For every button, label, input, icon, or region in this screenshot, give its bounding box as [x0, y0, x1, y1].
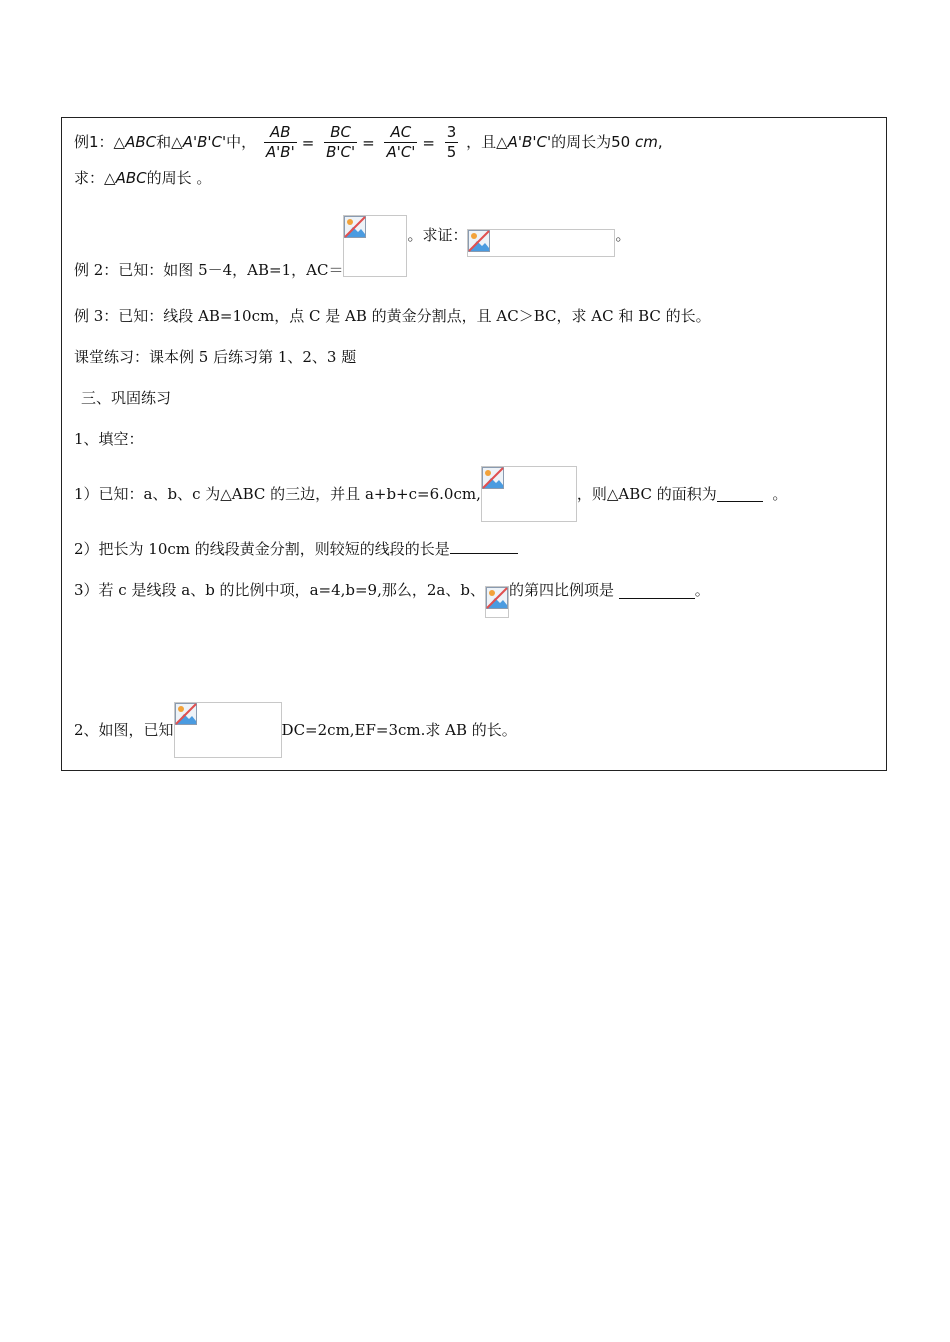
and-text: 和 — [156, 133, 172, 151]
fill-question-1 — [74, 465, 787, 522]
classwork-text: 课堂练习：课本例 5 后练习第 1、2、3 题 — [74, 348, 357, 366]
classwork — [74, 347, 356, 367]
section-3-heading — [81, 388, 171, 408]
q3-answer-blank — [619, 584, 695, 599]
example-2 — [74, 215, 630, 301]
broken-image-icon — [467, 229, 615, 257]
section-3-text: 三、巩固练习 — [81, 389, 172, 407]
q2-answer-blank — [450, 539, 518, 554]
example-1-label: 例1： — [74, 133, 114, 151]
perimeter-value: 50 — [611, 133, 631, 151]
q1-text-a: 1）已知：a、b、c 为△ABC 的三边，并且 a+b+c=6.0cm, — [74, 485, 481, 503]
fill-question-3 — [74, 580, 710, 618]
equals-sign: = — [422, 133, 435, 152]
equals-sign: = — [301, 133, 315, 152]
triangle-symbol: △ — [104, 169, 116, 187]
perimeter-text: 的周长为 — [551, 133, 612, 151]
triangle-symbol: △ — [113, 133, 126, 151]
q1-answer-blank — [717, 487, 763, 502]
example-2-end: 。 — [615, 226, 631, 244]
ask-text: 的周长 — [146, 169, 192, 187]
triangle-abc: ABC — [125, 133, 157, 151]
q3-text-b: 的第四比例项是 — [508, 581, 614, 599]
question-2 — [74, 701, 517, 758]
example-2-mid: 。求证： — [407, 226, 468, 244]
broken-image-icon — [485, 586, 509, 618]
ask-label: 求： — [74, 169, 105, 187]
broken-image-icon — [343, 215, 407, 277]
example-1-line-2 — [74, 168, 211, 188]
comma: , — [657, 133, 663, 151]
equals-sign: = — [362, 133, 375, 152]
q3-text-a: 3）若 c 是线段 a、b 的比例中项，a=4,b=9,那么，2a、b、 — [74, 581, 485, 599]
question-2-text-a: 2、如图，已知 — [74, 721, 174, 739]
triangle-abc: ABC — [115, 169, 147, 187]
triangle-symbol: △ — [171, 133, 183, 151]
broken-image-icon — [481, 466, 577, 522]
fraction-3-5: $\frac{3}{5}$ — [446, 123, 457, 161]
example-1-line-1 — [74, 124, 663, 161]
q2-text: 2）把长为 10cm 的线段黄金分割，则较短的线段的长是 — [74, 540, 450, 558]
in-text: 中， — [226, 133, 257, 151]
fill-title-text: 1、填空： — [74, 430, 144, 448]
fraction-ac: $\frac{AC}{A'C'}$ — [386, 123, 416, 161]
triangle-abc-prime: A'B'C' — [182, 133, 227, 151]
triangle-abc-prime: A'B'C' — [507, 133, 552, 151]
period: 。 — [196, 169, 212, 187]
example-3 — [74, 306, 711, 326]
fraction-bc: $\frac{BC}{B'C'}$ — [326, 123, 356, 161]
triangle-symbol: △ — [496, 133, 508, 151]
content-box — [61, 117, 887, 771]
q3-end: 。 — [694, 581, 710, 599]
broken-image-icon — [174, 702, 282, 758]
fill-title — [74, 429, 144, 449]
q1-text-b: ，则△ABC 的面积为 — [576, 485, 717, 503]
example-3-text: 例 3：已知：线段 AB=10cm，点 C 是 AB 的黄金分割点，且 AC＞BC，求 AC 和 BC 的长。 — [74, 307, 711, 325]
question-2-text-b: DC=2cm,EF=3cm.求 AB 的长。 — [281, 721, 517, 739]
perimeter-unit: cm — [634, 133, 658, 151]
q1-end: 。 — [772, 485, 788, 503]
condition-text: ，且 — [466, 133, 497, 151]
example-2-text: 例 2：已知：如图 5－4，AB=1，AC＝ — [74, 261, 344, 279]
fill-question-2 — [74, 539, 518, 559]
fraction-ab: $\frac{AB}{A'B'}$ — [265, 123, 295, 161]
